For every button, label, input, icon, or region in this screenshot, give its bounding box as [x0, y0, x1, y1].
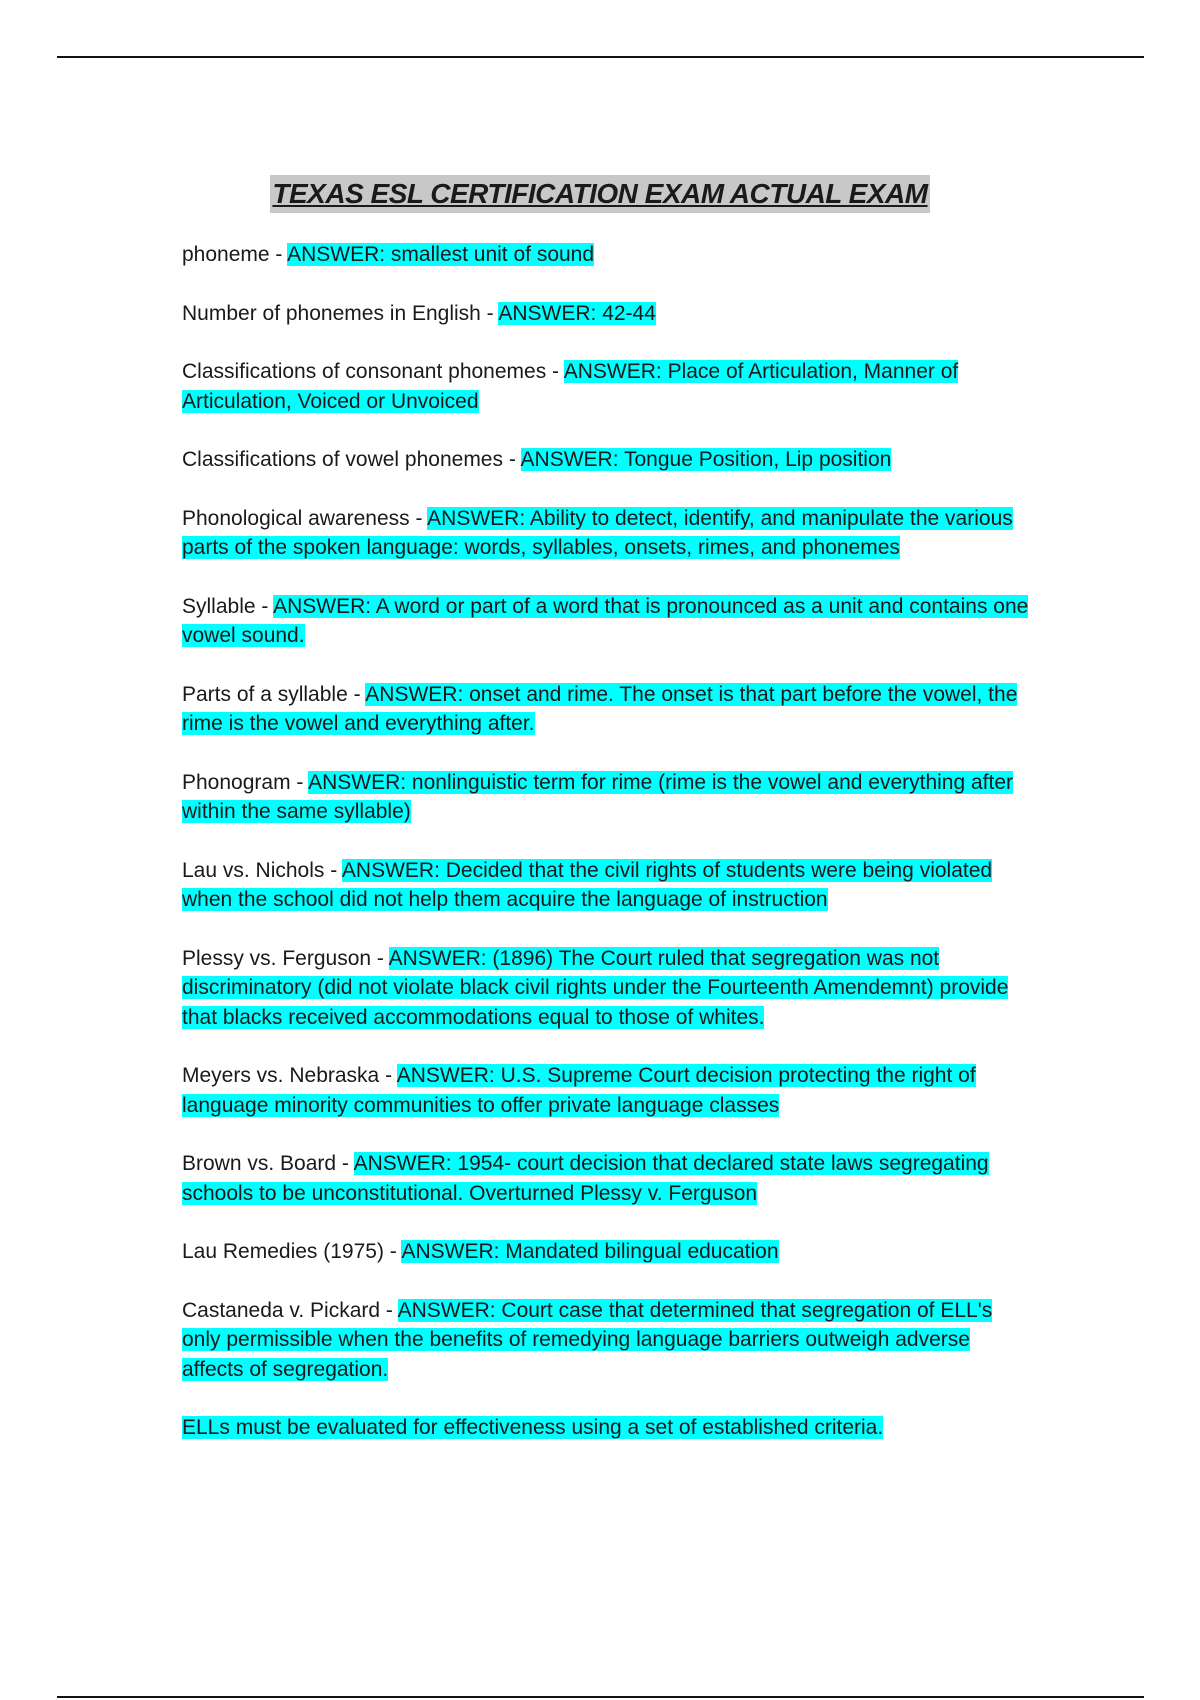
entry-term: Brown vs. Board — [182, 1152, 337, 1175]
entry-answer: ANSWER: Mandated bilingual education — [401, 1240, 779, 1263]
entry-12 — [182, 1237, 1032, 1267]
entry-term: Syllable — [182, 594, 256, 618]
entry-3 — [182, 445, 1032, 475]
entry-separator: - — [379, 1064, 397, 1087]
entry-separator: - — [290, 770, 309, 794]
title-wrapper — [0, 175, 1200, 213]
entry-answer: ANSWER: onset and rime. The onset is that part before the vowel, the rime is the vowel and everything after. — [182, 682, 1018, 735]
entry-term: Phonological awareness — [182, 506, 410, 530]
entry-term: phoneme — [182, 243, 270, 266]
footer-rule — [57, 1696, 1144, 1698]
entry-term: Lau Remedies (1975) — [182, 1240, 384, 1263]
entry-separator: - — [269, 243, 288, 266]
entry-11 — [182, 1149, 1032, 1208]
entry-separator: - — [409, 506, 428, 530]
entry-10 — [182, 1061, 1032, 1120]
header-rule — [57, 56, 1144, 58]
entry-answer: ANSWER: 42-44 — [498, 301, 656, 325]
entry-separator: - — [480, 301, 499, 325]
entry-separator: - — [255, 594, 274, 618]
entry-answer: ANSWER: 1954- court decision that declared state laws segregating schools to be unconstitutional. Overturned Plessy v. Ferguson — [182, 1152, 989, 1205]
entry-answer: ANSWER: Decided that the civil rights of students were being violated when the school did not help them acquire the language of instruction — [182, 858, 993, 911]
entry-separator: - — [371, 946, 389, 970]
entry-answer: ANSWER: Place of Articulation, Manner of Articulation, Voiced or Unvoiced — [182, 360, 959, 413]
entry-answer: ANSWER: (1896) The Court ruled that segregation was not discriminatory (did not violate black civil rights under the Fourteenth Amendemnt) provide that blacks received accommodations equal to those of whites. — [182, 946, 1009, 1029]
entry-term: Castaneda v. Pickard — [182, 1298, 381, 1322]
entry-term: Phonogram — [182, 770, 291, 794]
entry-answer: ANSWER: smallest unit of sound — [287, 243, 595, 266]
entry-1 — [182, 299, 1032, 329]
entry-4 — [182, 504, 1032, 563]
entry-term: Lau vs. Nichols — [182, 858, 325, 882]
document-title: TEXAS ESL CERTIFICATION EXAM ACTUAL EXAM — [270, 175, 929, 213]
closing-note — [182, 1413, 1032, 1443]
entry-13 — [182, 1296, 1032, 1385]
entry-separator: - — [380, 1298, 398, 1322]
entry-term: Parts of a syllable — [182, 682, 348, 706]
entry-2 — [182, 357, 1032, 416]
entry-8 — [182, 856, 1032, 915]
entry-answer: ANSWER: Ability to detect, identify, and manipulate the various parts of the spoken language: words, syllables, onsets, rimes, and phonemes — [182, 506, 1013, 559]
entry-separator: - — [546, 360, 564, 383]
entry-separator: - — [383, 1240, 402, 1263]
entry-list — [182, 240, 1032, 1472]
entry-7 — [182, 768, 1032, 827]
entry-9 — [182, 944, 1032, 1033]
entry-separator: - — [336, 1152, 354, 1175]
entry-answer: ANSWER: nonlinguistic term for rime (rime is the vowel and everything after within the same syllable) — [182, 770, 1014, 823]
entry-answer: ANSWER: Tongue Position, Lip position — [520, 448, 892, 471]
entry-term: Number of phonemes in English — [182, 301, 481, 325]
entry-separator: - — [324, 858, 342, 882]
entry-term: Meyers vs. Nebraska — [182, 1064, 380, 1087]
entry-answer: ANSWER: A word or part of a word that is pronounced as a unit and contains one vowel sound. — [182, 594, 1029, 647]
entry-term: Classifications of consonant phonemes — [182, 360, 547, 383]
entry-0 — [182, 240, 1032, 270]
entry-6 — [182, 680, 1032, 739]
entry-answer: ANSWER: U.S. Supreme Court decision protecting the right of language minority communities to offer private language classes — [182, 1064, 976, 1117]
entry-5 — [182, 592, 1032, 651]
entry-answer: ANSWER: Court case that determined that segregation of ELL's only permissible when the benefits of remedying language barriers outweigh adverse affects of segregation. — [182, 1298, 993, 1381]
entry-separator: - — [347, 682, 366, 706]
closing-note-text: ELLs must be evaluated for effectiveness using a set of established criteria. — [182, 1416, 884, 1439]
entry-separator: - — [503, 448, 521, 471]
entry-term: Plessy vs. Ferguson — [182, 946, 372, 970]
entry-term: Classifications of vowel phonemes — [182, 448, 503, 471]
